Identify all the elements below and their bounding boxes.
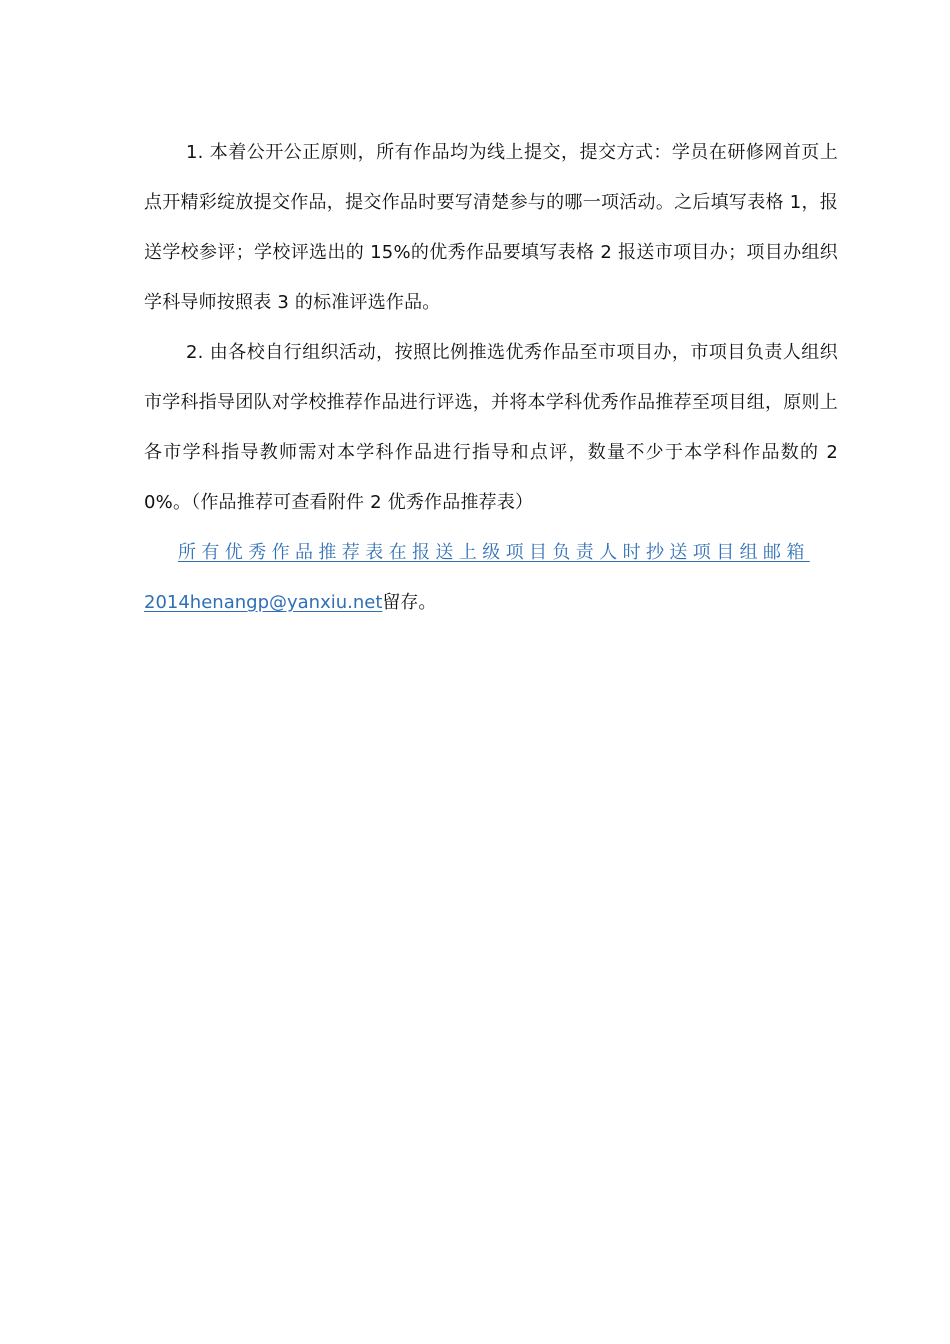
paragraph-2: 2. 由各校自行组织活动，按照比例推选优秀作品至市项目办，市项目负责人组织市学科指导团队对学校推荐作品进行评选，并将本学科优秀作品推荐至项目组，原则上各市学科指导教师需对本学科作品进行指导和点评，数量不少于本学科作品数的 20%。（作品推荐可查看附件 2 优秀作品推荐表） xyxy=(144,342,838,513)
notice-link-text[interactable]: 所有优秀作品推荐表在报送上级项目负责人时抄送项目组邮箱 xyxy=(178,542,810,563)
notice-paragraph xyxy=(144,528,838,628)
document-body xyxy=(144,128,838,628)
email-link[interactable]: 2014henangp@yanxiu.net xyxy=(144,592,383,613)
notice-suffix: 留存。 xyxy=(382,592,437,613)
paragraph-1: 1. 本着公开公正原则，所有作品均为线上提交，提交方式：学员在研修网首页上点开精彩绽放提交作品，提交作品时要写清楚参与的哪一项活动。之后填写表格 1，报送学校参评；学校评选出的 15%的优秀作品要填写表格 2 报送市项目办；项目办组织学科导师按照表 3 的标准评选作品。 xyxy=(144,142,838,313)
